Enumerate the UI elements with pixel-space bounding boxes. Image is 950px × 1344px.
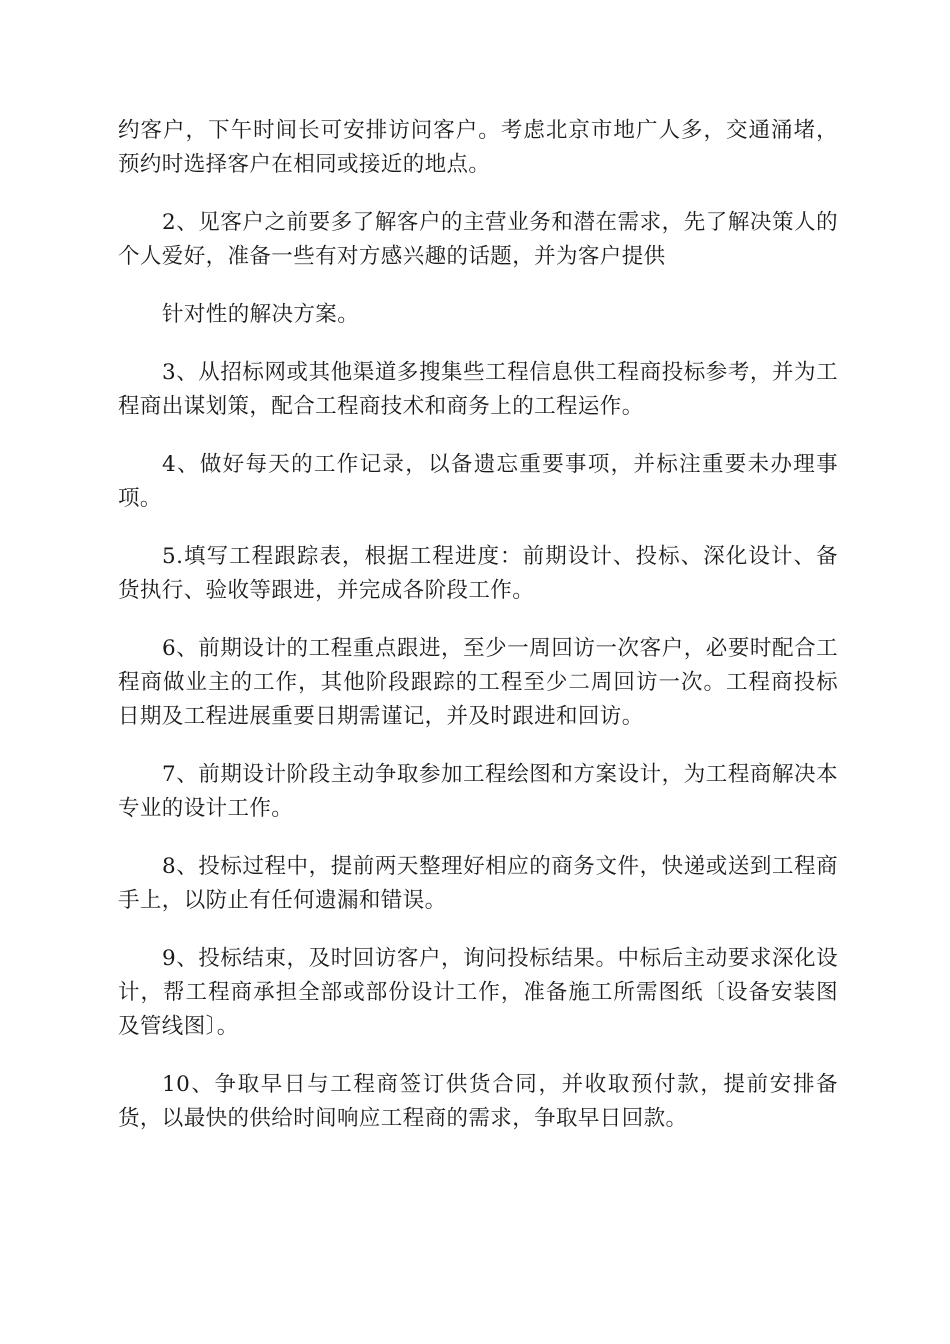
paragraph-item-5: 5.填写工程跟踪表，根据工程进度：前期设计、投标、深化设计、备货执行、验收等跟进，并完成各阶段工作。 [118, 544, 838, 603]
paragraph-item-8: 8、投标过程中，提前两天整理好相应的商务文件，快递或送到工程商手上，以防止有任何遗漏和错误。 [118, 854, 838, 913]
paragraph-item-10: 10、争取早日与工程商签订供货合同，并收取预付款，提前安排备货，以最快的供给时间响应工程商的需求，争取早日回款。 [118, 1072, 838, 1131]
paragraph-item-4: 4、做好每天的工作记录，以备遗忘重要事项，并标注重要未办理事项。 [118, 452, 838, 511]
paragraph-item-6: 6、前期设计的工程重点跟进，至少一周回访一次客户，必要时配合工程商做业主的工作，其他阶段跟踪的工程至少二周回访一次。工程商投标日期及工程进展重要日期需谨记，并及时跟进和回访。 [118, 636, 838, 729]
paragraph-item-7: 7、前期设计阶段主动争取参加工程绘图和方案设计，为工程商解决本专业的设计工作。 [118, 762, 838, 821]
paragraph-item-2: 2、见客户之前要多了解客户的主营业务和潜在需求，先了解决策人的个人爱好，准备一些有对方感兴趣的话题，并为客户提供 [118, 210, 838, 269]
paragraph-item-2-continued: 针对性的解决方案。 [162, 302, 360, 327]
document-body [118, 114, 838, 1160]
paragraph-item-3: 3、从招标网或其他渠道多搜集些工程信息供工程商投标参考，并为工程商出谋划策，配合工程商技术和商务上的工程运作。 [118, 360, 838, 419]
paragraph-continuation: 约客户，下午时间长可安排访问客户。考虑北京市地广人多，交通涌堵，预约时选择客户在相同或接近的地点。 [118, 118, 838, 177]
paragraph-item-9: 9、投标结束，及时回访客户，询问投标结果。中标后主动要求深化设计，帮工程商承担全部或部份设计工作，准备施工所需图纸〔设备安装图及管线图〕。 [118, 946, 838, 1039]
